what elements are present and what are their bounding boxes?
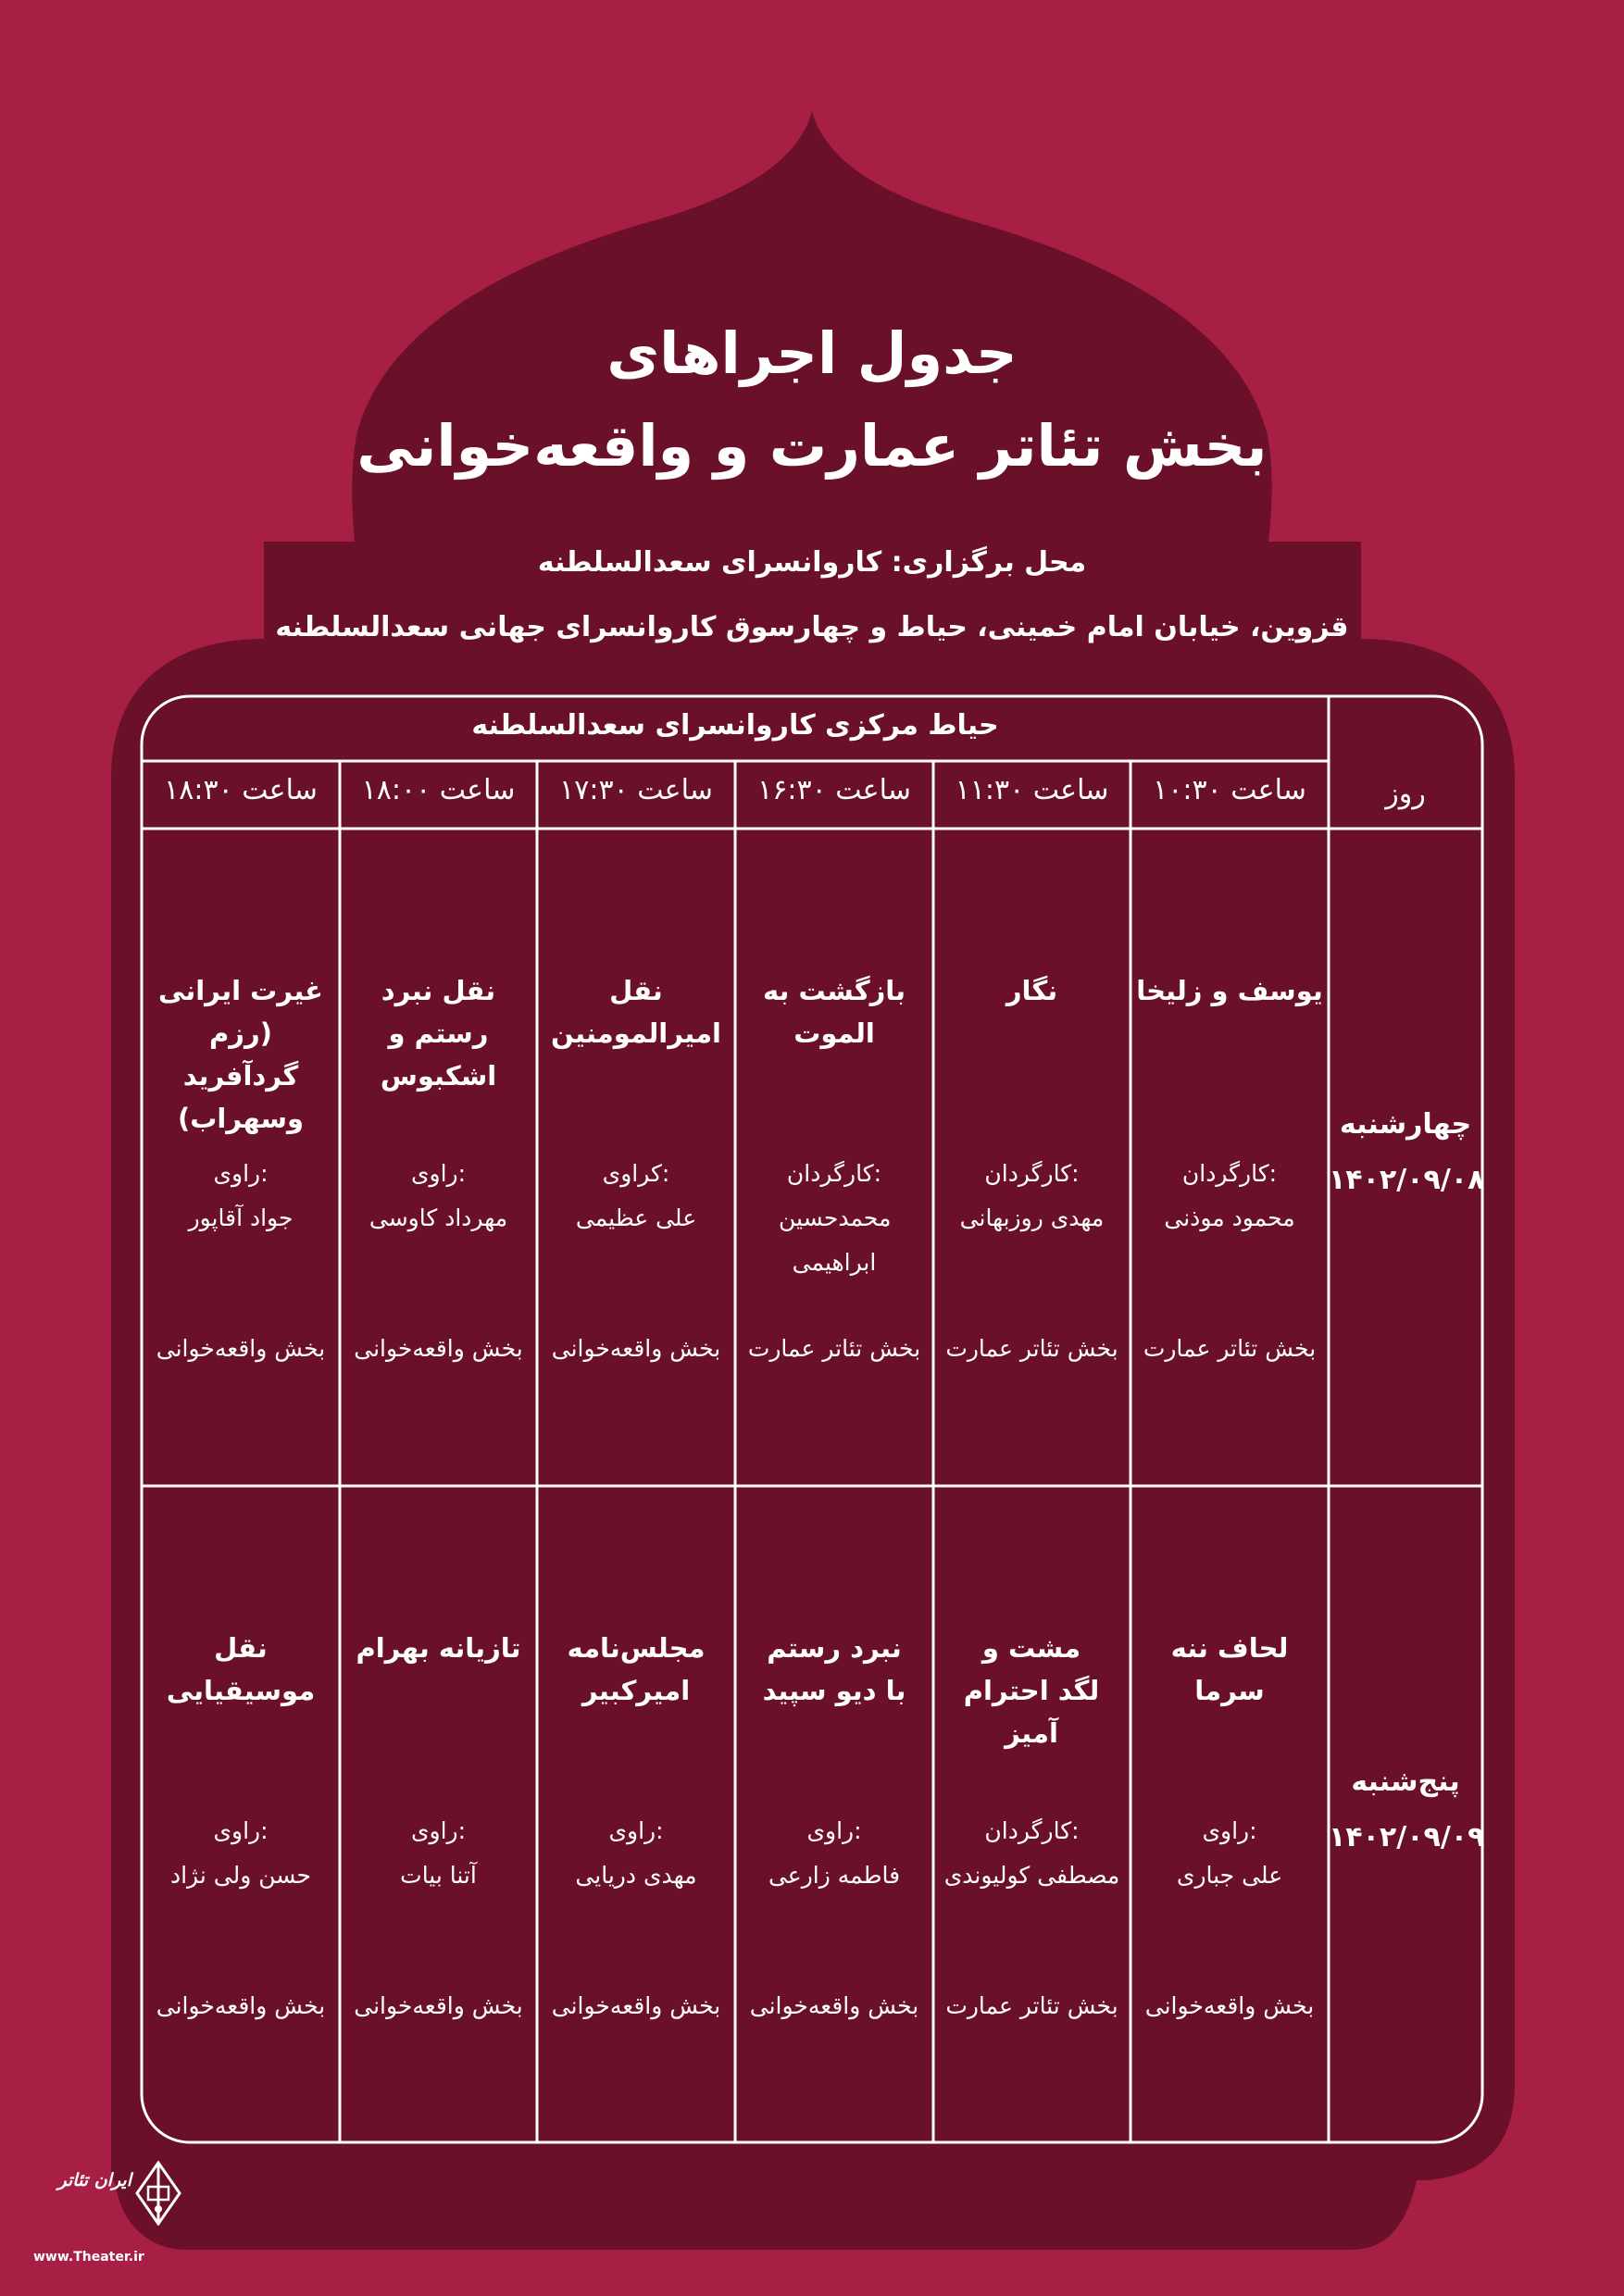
credit-name: محمود موذنی [1164, 1204, 1295, 1231]
performance-title: غیرت ایرانی (رزم گردآفرید وسهراب) [158, 975, 323, 1134]
performance-title: تازیانه بهرام [356, 1632, 521, 1664]
credit-role: راوی: [410, 1817, 467, 1844]
credit-role: راوی: [806, 1817, 862, 1844]
performance-credit [344, 1152, 532, 1241]
performance-credit [938, 1809, 1126, 1898]
credit-name: جواد آقاپور [188, 1204, 294, 1231]
credit-role: راوی: [1202, 1817, 1257, 1844]
performance-title: نبرد رستم با دیو سپید [762, 1632, 906, 1706]
credit-role: کراوی: [602, 1160, 670, 1187]
performance-title: لحاف ننه سرما [1170, 1632, 1289, 1706]
performance-title: نقل امیرالمومنین [551, 975, 721, 1049]
section-label: بخش واقعه‌خوانی [551, 1335, 721, 1362]
day-column-header: روز [1385, 778, 1426, 810]
performance-credit [542, 1809, 731, 1898]
credit-role: کارگردان: [984, 1160, 1080, 1187]
performance-title: یوسف و زلیخا [1136, 975, 1323, 1006]
section-label: بخش واقعه‌خوانی [156, 1335, 326, 1362]
credit-name: مهدی دریایی [575, 1862, 697, 1889]
performance-credit [344, 1809, 532, 1898]
section-label: بخش واقعه‌خوانی [749, 1992, 919, 2019]
performance-credit [146, 1809, 335, 1898]
performance-title: بازگشت به الموت [762, 975, 906, 1049]
credit-role: راوی: [213, 1817, 269, 1844]
performance-title: مشت و لگد احترام آمیز [963, 1632, 1100, 1749]
span-header: حیاط مرکزی کاروانسرای سعدالسلطنه [471, 709, 999, 742]
day-cell [1329, 1754, 1485, 1866]
credit-role: راوی: [410, 1160, 467, 1187]
credit-name: فاطمه زارعی [768, 1862, 901, 1889]
section-label: بخش واقعه‌خوانی [1144, 1992, 1315, 2019]
performance-title: نگار [1006, 975, 1058, 1006]
credit-role: کارگردان: [984, 1817, 1080, 1844]
credit-name: مهرداد کاوسی [369, 1204, 508, 1231]
day-date: ۱۴۰۲/۰۹/۰۸ [1329, 1164, 1485, 1196]
performance-title: نقل نبرد رستم و اشکبوس [380, 975, 497, 1092]
day-name: پنج‌شنبه [1351, 1766, 1460, 1798]
address-line: قزوین، خیابان امام خمینی، حیاط و چهارسوق کاروانسرای جهانی سعدالسلطنه [275, 611, 1349, 643]
day-date: ۱۴۰۲/۰۹/۰۹ [1329, 1821, 1485, 1853]
performance-credit [542, 1152, 731, 1241]
logo-emblem-icon [135, 2161, 181, 2226]
section-label: بخش تئاتر عمارت [1143, 1335, 1317, 1362]
section-label: بخش واقعه‌خوانی [354, 1992, 523, 2019]
performance-credit [146, 1152, 335, 1241]
day-name: چهارشنبه [1339, 1108, 1472, 1141]
title-line-2: بخش تئاتر عمارت و واقعه‌خوانی [356, 412, 1268, 480]
logo-brand-text: ایران تئاتر [57, 2170, 131, 2190]
credit-role: راوی: [213, 1160, 269, 1187]
time-header: ساعت ۱۸:۳۰ [164, 774, 318, 806]
performance-credit [740, 1152, 929, 1285]
credit-role: کارگردان: [786, 1160, 882, 1187]
performance-title: مجلس‌نامه امیرکبیر [567, 1632, 706, 1706]
credit-name: علی عظیمی [575, 1204, 697, 1231]
credit-name: محمدحسین ابراهیمی [779, 1204, 892, 1276]
section-label: بخش تئاتر عمارت [945, 1335, 1118, 1362]
time-header: ساعت ۱۱:۳۰ [955, 774, 1109, 806]
performance-credit [1135, 1809, 1324, 1898]
section-label: بخش واقعه‌خوانی [156, 1992, 326, 2019]
logo-url: www.Theater.ir [33, 2250, 144, 2265]
time-header: ساعت ۱۶:۳۰ [757, 774, 911, 806]
credit-role: کارگردان: [1181, 1160, 1278, 1187]
performance-credit [740, 1809, 929, 1898]
title-line-1: جدول اجراهای [606, 319, 1018, 387]
performance-credit [1135, 1152, 1324, 1241]
iran-theater-logo [33, 2157, 200, 2277]
section-label: بخش واقعه‌خوانی [551, 1992, 721, 2019]
section-label: بخش تئاتر عمارت [945, 1992, 1118, 2019]
credit-name: مصطفی کولیوندی [943, 1862, 1120, 1889]
day-cell [1329, 1097, 1485, 1208]
section-label: بخش واقعه‌خوانی [354, 1335, 523, 1362]
performance-title: نقل موسیقیایی [166, 1632, 316, 1706]
performance-credit [938, 1152, 1126, 1241]
time-header: ساعت ۱۸:۰۰ [361, 774, 516, 806]
credit-name: آتنا بیات [400, 1862, 477, 1889]
time-header: ساعت ۱۷:۳۰ [559, 774, 713, 806]
credit-name: مهدی روزبهانی [959, 1204, 1105, 1231]
time-header: ساعت ۱۰:۳۰ [1153, 774, 1306, 806]
credit-role: راوی: [608, 1817, 664, 1844]
credit-name: حسن ولی نژاد [169, 1862, 312, 1889]
venue-label: محل برگزاری: کاروانسرای سعدالسلطنه [537, 546, 1087, 579]
section-label: بخش تئاتر عمارت [747, 1335, 921, 1362]
credit-name: علی جباری [1176, 1862, 1283, 1889]
